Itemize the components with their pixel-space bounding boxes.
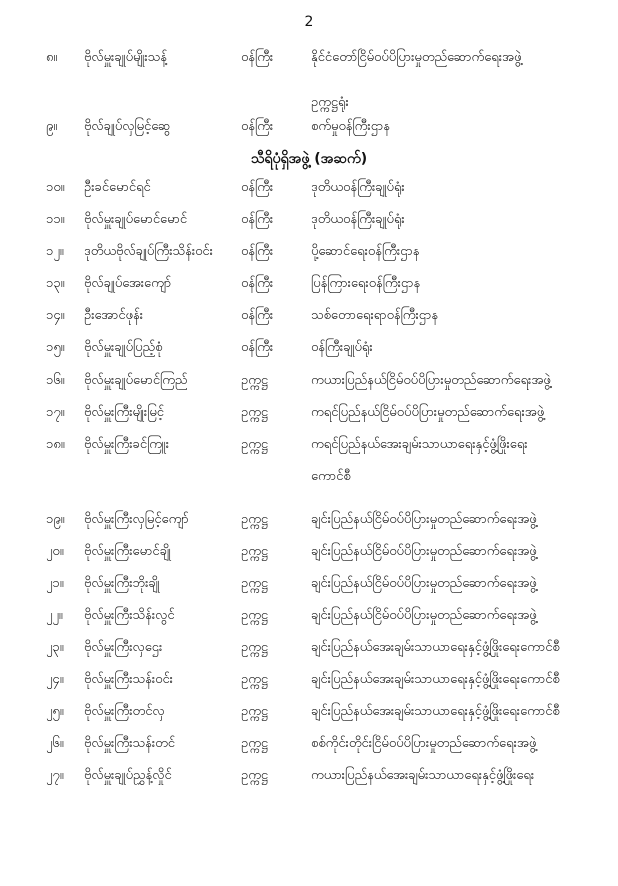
member-organization: ကရင်ပြည်နယ်အေးချမ်းသာယာရေးနှင့်ဖွံ့ဖြိုးရေး: [311, 437, 528, 452]
member-name: ဗိုလ်မှူးကြီးမောင်ချို: [84, 544, 171, 559]
list-item: [0, 47, 618, 69]
item-number: ၂၇။: [46, 768, 64, 783]
list-item: [0, 402, 618, 424]
member-name: ဒုတိယဗိုလ်ချုပ်ကြီးသိန်းဝင်း: [84, 244, 213, 259]
member-role: ဥက္ကဋ္ဌ: [241, 768, 268, 783]
member-organization: ချင်းပြည်နယ်အေးချမ်းသာယာရေးနှင့်ဖွံ့ဖြိုးရေးကောင်စီ: [311, 640, 560, 655]
item-number: ၁၉။: [46, 512, 65, 527]
member-name: ဗိုလ်မှူးကြီးသိန်းလွင်: [84, 608, 175, 623]
list-item: [0, 241, 618, 263]
list-item: [0, 509, 618, 531]
member-name: ဗိုလ်မှူးကြီးမျိုးမြင့်: [84, 405, 165, 420]
item-number: ၁၅။: [46, 340, 65, 355]
member-role: ဝန်ကြီး: [241, 340, 274, 355]
member-name: ဗိုလ်မှူးချုပ်မောင်မောင်: [84, 212, 188, 227]
item-number: ၁၀။: [46, 180, 65, 195]
list-item: [0, 765, 618, 787]
list-item: [0, 177, 618, 199]
item-number: ၁၈။: [46, 437, 65, 452]
list-item: [0, 370, 618, 392]
member-organization: ကယားပြည်နယ်အေးချမ်းသာယာရေးနှင့်ဖွံ့ဖြိုးရေး: [311, 768, 535, 783]
member-name: ဗိုလ်မှူးကြီးတင်လှ: [84, 704, 165, 719]
member-organization: ချင်းပြည်နယ်အေးချမ်းသာယာရေးနှင့်ဖွံ့ဖြိုးရေးကောင်စီ: [311, 672, 560, 687]
list-item: [0, 305, 618, 327]
member-organization: ကရင်ပြည်နယ်ငြိမ်ဝပ်ပိပြားမှုတည်ဆောက်ရေးအဖွဲ့: [311, 405, 545, 420]
list-item: [0, 116, 618, 138]
item-number: ၁၂။: [46, 244, 64, 259]
item-number: ၉။: [46, 119, 58, 134]
item-number: ၈။: [46, 50, 58, 65]
member-organization: ချင်းပြည်နယ်အေးချမ်းသာယာရေးနှင့်ဖွံ့ဖြိုးရေးကောင်စီ: [311, 704, 560, 719]
member-role: ဥက္ကဋ္ဌ: [241, 608, 268, 623]
item-number: ၁၆။: [46, 373, 65, 388]
list-item: [0, 273, 618, 295]
member-organization: စစ်ကိုင်းတိုင်းငြိမ်ဝပ်ပိပြားမှုတည်ဆောက်ရေးအဖွဲ့: [311, 736, 537, 751]
member-name: ဗိုလ်မှူးချုပ်မောင်ကြည်: [84, 373, 188, 388]
member-role: ဥက္ကဋ္ဌ: [241, 373, 268, 388]
member-organization: သစ်တောရေးရာဝန်ကြီးဌာန: [311, 308, 439, 323]
item-number: ၂၀။: [46, 544, 64, 559]
member-name: ဗိုလ်မှူးချုပ်မျိုးသန့်: [84, 50, 167, 65]
member-organization: ဝန်ကြီးချုပ်ရုံး: [311, 340, 373, 355]
list-item: [0, 434, 618, 456]
list-item: [0, 637, 618, 659]
member-name: ဗိုလ်မှူးချုပ်ညွှန့်လှိုင်: [84, 768, 172, 783]
member-name: ဗိုလ်မှူးကြီးလှမြင့်ကျော်: [84, 512, 189, 527]
list-item: [0, 541, 618, 563]
item-number: ၂၅။: [46, 704, 64, 719]
member-organization: ချင်းပြည်နယ်ငြိမ်ဝပ်ပိပြားမှုတည်ဆောက်ရေးအဖွဲ့: [311, 608, 537, 623]
member-role: ဥက္ကဋ္ဌ: [241, 512, 268, 527]
member-name: ဗိုလ်ချုပ်အေးကျော်: [84, 276, 172, 291]
member-organization: ချင်းပြည်နယ်ငြိမ်ဝပ်ပိပြားမှုတည်ဆောက်ရေးအဖွဲ့: [311, 544, 537, 559]
member-name: ဗိုလ်မှူးချုပ်ပြည့်စုံ: [84, 340, 163, 355]
member-organization: ချင်းပြည်နယ်ငြိမ်ဝပ်ပိပြားမှုတည်ဆောက်ရေးအဖွဲ့: [311, 512, 537, 527]
member-role: ဥက္ကဋ္ဌ: [241, 437, 268, 452]
list-item-continuation: [0, 92, 618, 114]
list-item: [0, 701, 618, 723]
member-organization: ဒုတိယဝန်ကြီးချုပ်ရုံး: [311, 180, 405, 195]
member-name: ဦးအောင်ဖုန်း: [84, 308, 144, 323]
member-role: ဥက္ကဋ္ဌ: [241, 640, 268, 655]
item-number: ၁၃။: [46, 276, 65, 291]
list-item-continuation: [0, 466, 618, 488]
list-item: [0, 733, 618, 755]
member-role: ဥက္ကဋ္ဌ: [241, 576, 268, 591]
member-role: ဝန်ကြီး: [241, 212, 274, 227]
member-name: ဗိုလ်မှူးကြီးသန်းတင်: [84, 736, 176, 751]
section-heading: သီရိပုံရှိအဖွဲ့ (အဆက်): [250, 151, 368, 167]
member-role: ဝန်ကြီး: [241, 276, 274, 291]
member-role: ဝန်ကြီး: [241, 244, 274, 259]
member-role: ဥက္ကဋ္ဌ: [241, 544, 268, 559]
member-name: ဗိုလ်မှူးကြီးသန်းဝင်း: [84, 672, 173, 687]
item-number: ၁၄။: [46, 308, 65, 323]
member-organization: ကယားပြည်နယ်ငြိမ်ဝပ်ပိပြားမှုတည်ဆောက်ရေးအဖွဲ့: [311, 373, 551, 388]
member-organization: နိုင်ငံတော်ငြိမ်ဝပ်ပိပြားမှုတည်ဆောက်ရေးအဖွဲ့: [311, 50, 522, 65]
list-item: [0, 669, 618, 691]
organization-continuation: ကောင်စီ: [311, 469, 351, 484]
item-number: ၂၄။: [46, 672, 64, 687]
member-organization: ချင်းပြည်နယ်ငြိမ်ဝပ်ပိပြားမှုတည်ဆောက်ရေးအဖွဲ့: [311, 576, 537, 591]
member-name: ဗိုလ်မှူးကြီးခင်ကြူး: [84, 437, 170, 452]
organization-continuation: ဥက္ကဋ္ဌရုံး: [311, 95, 349, 110]
member-role: ဥက္ကဋ္ဌ: [241, 672, 268, 687]
member-role: ဝန်ကြီး: [241, 50, 274, 65]
member-name: ဗိုလ်ချုပ်လှမြင့်ဆွေ: [84, 119, 171, 134]
member-role: ဝန်ကြီး: [241, 308, 274, 323]
member-organization: ဒုတိယဝန်ကြီးချုပ်ရုံး: [311, 212, 405, 227]
item-number: ၂၂။: [46, 608, 63, 623]
member-role: ဥက္ကဋ္ဌ: [241, 704, 268, 719]
item-number: ၂၁။: [46, 576, 64, 591]
item-number: ၂၆။: [46, 736, 64, 751]
member-name: ဗိုလ်မှူးကြီးဘိုးချို: [84, 576, 160, 591]
member-organization: စက်မှုဝန်ကြီးဌာန: [311, 119, 390, 134]
list-item: [0, 605, 618, 627]
member-role: ဝန်ကြီး: [241, 180, 274, 195]
member-role: ဥက္ကဋ္ဌ: [241, 405, 268, 420]
member-name: ဗိုလ်မှူးကြီးလှဌေး: [84, 640, 163, 655]
member-name: ဦးခင်မောင်ရင်: [84, 180, 151, 195]
list-item: [0, 573, 618, 595]
member-organization: ပို့ဆောင်ရေးဝန်ကြီးဌာန: [311, 244, 420, 259]
item-number: ၁၁။: [46, 212, 65, 227]
item-number: ၂၃။: [46, 640, 64, 655]
member-role: ဝန်ကြီး: [241, 119, 274, 134]
member-role: ဥက္ကဋ္ဌ: [241, 736, 268, 751]
member-organization: ပြန်ကြားရေးဝန်ကြီးဌာန: [311, 276, 421, 291]
item-number: ၁၇။: [46, 405, 65, 420]
list-item: [0, 337, 618, 359]
page-number: 2: [304, 14, 314, 30]
list-item: [0, 209, 618, 231]
